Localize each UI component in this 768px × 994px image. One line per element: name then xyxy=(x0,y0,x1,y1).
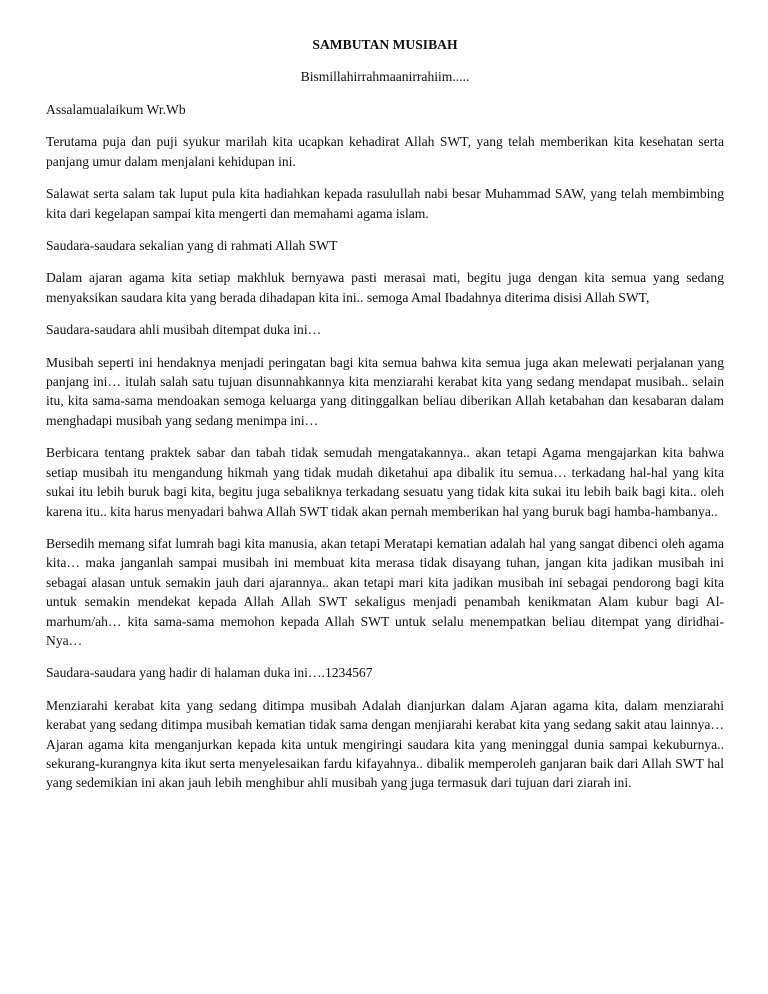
visiting-paragraph: Menziarahi kerabat kita yang sedang ditimpa musibah Adalah dianjurkan dalam Ajaran agama kita, dalam menziarahi kerabat yang sedang ditimpa musibah kematian tidak sama dengan menjiarahi kerabat kita yang sedang sakit atau lainnya… Ajaran agama kita menganjurkan kepada kita untuk mengiringi saudara kita yang meninggal dunia sampai kekuburnya.. sekurang-kurangnya kita ikut serta menyelesaikan fardu kifayahnya.. dibalik memperoleh ganjaran baik dari Allah SWT hal yang sedemikian ini akan jauh lebih menghibur ahli musibah yang juga termasuk dari tujuan dari ziarah ini. xyxy=(46,697,724,791)
praise-paragraph: Terutama puja dan puji syukur marilah kita ucapkan kehadirat Allah SWT, yang telah memberikan kita kesehatan serta panjang umur dalam menjalani kehidupan ini. xyxy=(46,134,724,169)
opening-basmalah: Bismillahirrahmaanirrahiim..... xyxy=(300,69,470,84)
address-paragraph: Saudara-saudara sekalian yang di rahmati Allah SWT xyxy=(46,238,338,254)
document-title: SAMBUTAN MUSIBAH xyxy=(312,37,458,52)
reminder-paragraph: Musibah seperti ini hendaknya menjadi peringatan bagi kita semua bahwa kita semua juga akan melewati perjalanan yang panjang ini… itulah salah satu tujuan disunnahkannya kita menziarahi kerabat kita yang sedang mendapat musibah.. selain itu, kita sama-sama mendoakan semoga keluarga yang ditinggalkan beliau diberikan Allah ketabahan dan kesabaran dalam menghadapi musibah yang sedang menimpa ini… xyxy=(46,354,724,428)
salawat-paragraph: Salawat serta salam tak luput pula kita hadiahkan kepada rasulullah nabi besar Muhammad SAW, yang telah membimbing kita dari kegelapan sampai kita mengerti dan memahami agama islam. xyxy=(46,186,724,221)
address-family-paragraph: Saudara-saudara ahli musibah ditempat duka ini… xyxy=(46,322,322,338)
death-teaching-paragraph: Dalam ajaran agama kita setiap makhluk bernyawa pasti merasai mati, begitu juga dengan kita semua yang sedang menyaksikan saudara kita yang berada dihadapan kita ini.. semoga Amal Ibadahnya diterima disisi Allah SWT, xyxy=(46,270,724,305)
address-attendees-paragraph: Saudara-saudara yang hadir di halaman duka ini….1234567 xyxy=(46,665,373,681)
grief-paragraph: Bersedih memang sifat lumrah bagi kita manusia, akan tetapi Meratapi kematian adalah hal yang sangat dibenci oleh agama kita… maka janganlah sampai musibah ini membuat kita merasa tidak disayang tuhan, jangan kita jadikan musibah ini sebagai alasan untuk semakin jauh dari ajarannya.. akan tetapi mari kita jadikan musibah ini sebagai pendorong bagi kita untuk semakin mendekat kepada Allah Allah SWT sekaligus menjadi penambah kenikmatan Alam kubur bagi Al-marhum/ah… kita sama-sama memohon kepada Allah SWT untuk selalu menempatkan beliau ditempat yang diridhai-Nya… xyxy=(46,535,724,648)
patience-paragraph: Berbicara tentang praktek sabar dan tabah tidak semudah mengatakannya.. akan tetapi Agama mengajarkan kita bahwa setiap musibah itu mengandung hikmah yang tidak mudah diketahui apa dibalik itu semua… terkadang hal-hal yang kita sukai itu lebih buruk bagi kita, begitu juga sebaliknya terkadang sesuatu yang tidak kita sukai itu lebih baik bagi kita.. oleh karena itu.. kita harus menyadari bahwa Allah SWT tidak akan pernah memberikan hal yang buruk bagi hamba-hambanya.. xyxy=(46,445,724,519)
greeting-paragraph: Assalamualaikum Wr.Wb xyxy=(46,102,186,117)
document-page xyxy=(46,36,724,806)
